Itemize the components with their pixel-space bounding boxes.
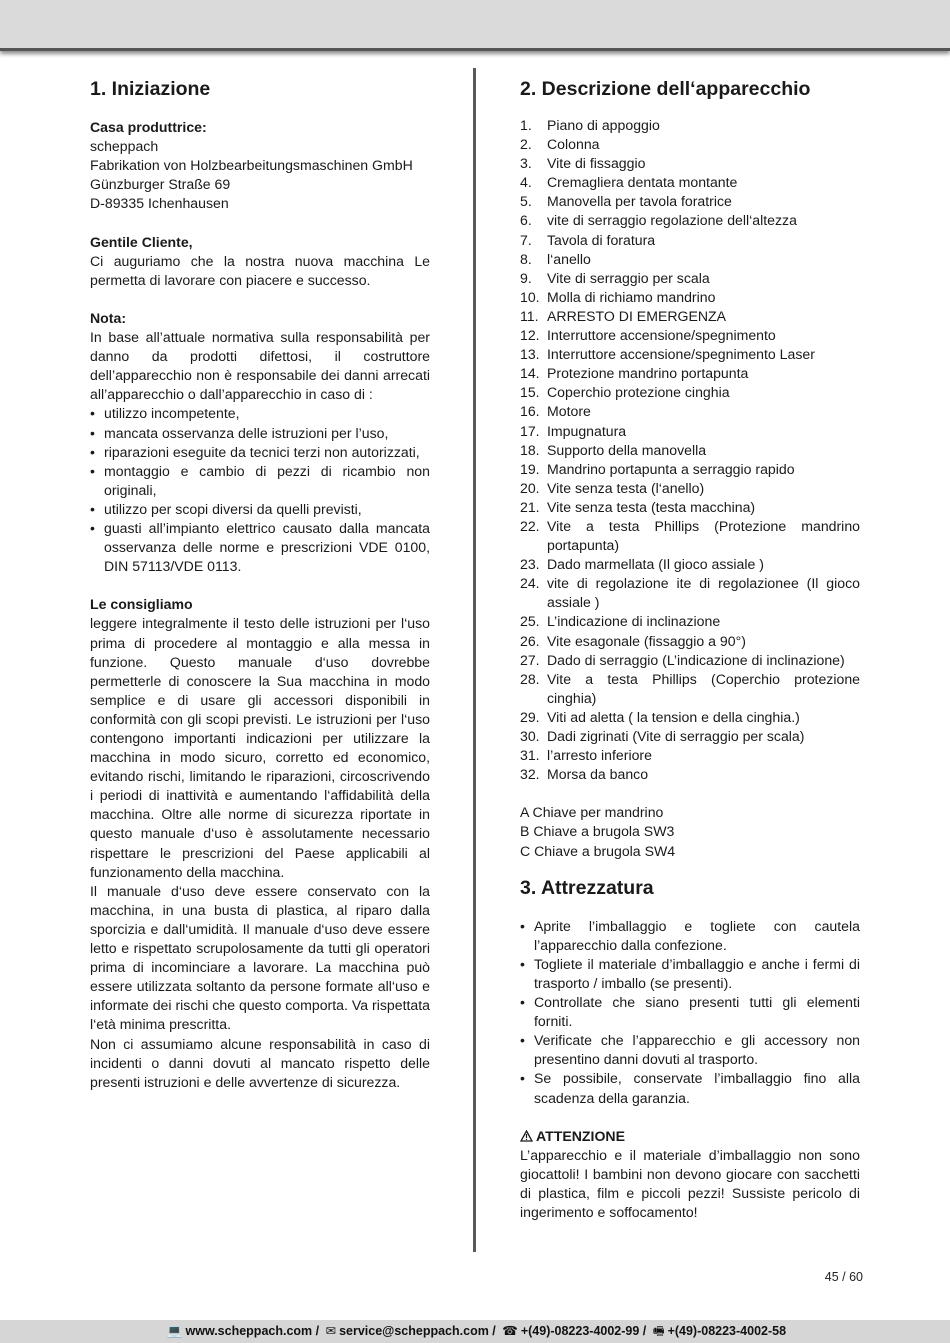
- list-item: [520, 383, 860, 402]
- list-item: • riparazioni eseguite da tecnici terzi non autorizzati,: [90, 443, 430, 462]
- list-item: [520, 555, 860, 574]
- list-item: [520, 154, 860, 173]
- address-line: scheppach: [90, 138, 159, 155]
- part-label: L’indicazione di inclinazione: [547, 613, 721, 630]
- warning-label: ATTENZIONE: [536, 1127, 625, 1144]
- part-label: Manovella per tavola foratrice: [547, 193, 732, 210]
- part-label: Morsa da banco: [547, 766, 649, 783]
- mail-icon: ✉: [325, 1324, 337, 1338]
- list-item: • guasti all’impianto elettrico causato dalla mancata osservanza delle norme e prescrizioni VDE 0100, DIN 57113/VDE 0113.: [90, 519, 430, 576]
- list-item: • Verificate che l’apparecchio e gli accessory non presentino danni dovuti al trasporto.: [520, 1031, 860, 1069]
- part-label: Dadi zigrinati (Vite di serraggio per scala): [547, 728, 805, 744]
- list-item: [520, 460, 860, 479]
- address-line: D-89335 Ichenhausen: [90, 195, 229, 212]
- list-item: [520, 574, 860, 612]
- part-number: 7.: [520, 231, 532, 248]
- part-label: Colonna: [547, 136, 600, 153]
- part-label: Vite esagonale (fissaggio a 90°): [547, 632, 746, 649]
- part-number: 20.: [520, 479, 540, 496]
- part-number: 15.: [520, 384, 540, 401]
- part-label: Vite di fissaggio: [547, 155, 646, 172]
- list-item: [520, 765, 860, 784]
- part-number: 16.: [520, 403, 540, 420]
- list-item: [520, 345, 860, 364]
- part-label: Vite a testa Phillips (Coperchio protezione cinghia): [547, 670, 860, 706]
- part-number: 19.: [520, 460, 540, 477]
- list-item: [520, 116, 860, 135]
- warning-triangle-icon: [520, 1127, 533, 1146]
- list-item: [520, 250, 860, 269]
- part-label: Impugnatura: [547, 422, 627, 439]
- address-line: Fabrikation von Holzbearbeitungsmaschinen GmbH: [90, 157, 413, 174]
- parts-list: [520, 116, 860, 784]
- part-label: Vite di serraggio per scala: [547, 269, 710, 286]
- part-label: ARRESTO DI EMERGENZA: [547, 307, 727, 324]
- list-item: [520, 288, 860, 307]
- list-item: • Togliete il materiale d’imballaggio e anche i fermi di trasporto / imballo (se presenti).: [520, 955, 860, 993]
- list-item: C Chiave a brugola SW4: [520, 842, 676, 859]
- part-label: Piano di appoggio: [547, 117, 660, 133]
- list-item: [520, 364, 860, 383]
- advice-paragraph: leggere integralmente il testo delle istruzioni per l‘uso prima di procedere al montaggio e alla messa in funzione. Questo manuale d‘uso dovrebbe permetterle di conoscere la Sua macchina in modo semplice e di usare gli accessori disponibili in conformità con gli scopi previsti. Le istruzioni per l‘uso contengono importanti indicazioni per utilizzare la macchina in modo sicuro, corretto ed economico, evitando rischi, limitando le riparazioni, circoscrivendo i periodi di inattività e aumentando l‘affidabilità della macchina. Oltre alle norme di sicurezza riportate in questo manuale d‘uso è assolutamente necessario rispettare le prescrizioni del Paese applicabili al funzionamento della macchina.: [90, 615, 430, 880]
- list-item: [520, 307, 860, 326]
- greeting-label: Gentile Cliente,: [90, 233, 193, 250]
- part-number: 31.: [520, 747, 540, 764]
- part-label: Molla di richiamo mandrino: [547, 288, 716, 305]
- list-item: [520, 402, 860, 421]
- list-item: [520, 517, 860, 555]
- greeting-text: Ci auguriamo che la nostra nuova macchina Le permetta di lavorare con piacere e successo.: [90, 252, 430, 288]
- part-number: 11.: [520, 307, 539, 324]
- list-item: • utilizzo incompetente,: [90, 404, 430, 423]
- advice-paragraph: Non ci assumiamo alcune responsabilità in caso di incidenti o danni dovuti al mancato rispetto delle presenti istruzioni e delle avvertenze di sicurezza.: [90, 1035, 430, 1090]
- part-number: 14.: [520, 365, 540, 382]
- list-item: [520, 670, 860, 708]
- accessories-list: [520, 803, 860, 860]
- list-item: • Se possibile, conservate l’imballaggio fino alla scadenza della garanzia.: [520, 1069, 860, 1107]
- part-label: Viti ad aletta ( la tension e della cinghia.): [547, 708, 800, 725]
- list-item: [520, 173, 860, 192]
- list-item: • Aprite l’imballaggio e togliete con cautela l’apparecchio dalla confezione.: [520, 917, 860, 955]
- fax-icon: 🖷: [652, 1324, 665, 1338]
- computer-icon: 💻: [166, 1324, 183, 1338]
- list-item: [520, 612, 860, 631]
- list-item: [520, 479, 860, 498]
- part-number: 28.: [520, 670, 540, 687]
- part-label: Dado di serraggio (L’indicazione di inclinazione): [547, 651, 845, 668]
- address-line: Günzburger Straße 69: [90, 176, 231, 193]
- section-title-attrezzatura: 3. Attrezzatura: [520, 876, 654, 899]
- manufacturer-address: [90, 137, 430, 213]
- equipment-bullet-list: [520, 917, 860, 1108]
- phone-icon: ☎: [502, 1324, 518, 1338]
- warning-text: L’apparecchio e il materiale d’imballaggio non sono giocattoli! I bambini non devono giocare con sacchetti di plastica, film e piccoli pezzi! Sussiste pericolo di ingerimento e soffocamento!: [520, 1146, 860, 1221]
- part-number: 18.: [520, 441, 540, 458]
- advice-label: Le consigliamo: [90, 596, 193, 613]
- column-divider: [473, 68, 476, 1252]
- footer-fax: +(49)-08223-4002-58: [667, 1324, 787, 1338]
- part-label: Motore: [547, 403, 591, 420]
- part-label: Dado marmellata (Il gioco assiale ): [547, 556, 764, 573]
- part-number: 17.: [520, 422, 540, 439]
- list-item: A Chiave per mandrino: [520, 804, 664, 821]
- list-item: [520, 326, 860, 345]
- part-label: Interruttore accensione/spegnimento Laser: [547, 346, 815, 363]
- page-number: 45 / 60: [824, 1270, 863, 1284]
- part-number: 3.: [520, 155, 532, 172]
- footer-phone: +(49)-08223-4002-99: [520, 1324, 640, 1338]
- list-item: [520, 708, 860, 727]
- part-label: Vite senza testa (l‘anello): [547, 479, 705, 496]
- list-item: • Controllate che siano presenti tutti gli elementi forniti.: [520, 993, 860, 1031]
- list-item: [520, 441, 860, 460]
- part-number: 24.: [520, 575, 540, 592]
- part-label: Protezione mandrino portapunta: [547, 365, 749, 382]
- part-label: vite di regolazione ite di regolazionee (Il gioco assiale ): [547, 575, 860, 611]
- part-number: 13.: [520, 346, 540, 363]
- list-item: [520, 498, 860, 517]
- section-title-descrizione: 2. Descrizione dell‘apparecchio: [520, 78, 811, 100]
- footer-website[interactable]: www.scheppach.com: [185, 1324, 313, 1338]
- part-number: 4.: [520, 174, 532, 191]
- footer-email[interactable]: service@scheppach.com: [339, 1324, 489, 1338]
- list-item: [520, 632, 860, 651]
- part-number: 30.: [520, 728, 540, 744]
- part-number: 23.: [520, 556, 540, 573]
- part-label: Mandrino portapunta a serraggio rapido: [547, 460, 795, 477]
- note-label: Nota:: [90, 309, 127, 326]
- advice-paragraph: Il manuale d‘uso deve essere conservato con la macchina, in una busta di plastica, al riparo dalla sporcizia e dall‘umidità. Il manuale d‘uso deve essere letto e rispettato scrupolosamente da tutti gli operatori prima di incominciare a lavorare. La macchina può essere utilizzata soltanto da persone formate all‘uso e informate dei rischi che questo comporta. Va rispettata l‘età minima prescritta.: [90, 882, 430, 1033]
- list-item: [520, 192, 860, 211]
- part-number: 27.: [520, 651, 540, 668]
- contact-footer: 💻 www.scheppach.com / ✉ service@scheppach.com / ☎ +(49)-08223-4002-99 / 🖷 +(49)-08223-4002-58: [0, 1320, 950, 1343]
- part-label: Cremagliera dentata montante: [547, 174, 738, 191]
- part-label: l’arresto inferiore: [547, 747, 652, 764]
- part-number: 32.: [520, 766, 540, 783]
- part-label: Coperchio protezione cinghia: [547, 384, 730, 401]
- list-item: [520, 135, 860, 154]
- list-item: • montaggio e cambio di pezzi di ricambio non originali,: [90, 462, 430, 500]
- note-bullet-list: [90, 404, 430, 576]
- part-number: 21.: [520, 498, 540, 515]
- part-number: 6.: [520, 212, 532, 229]
- list-item: • utilizzo per scopi diversi da quelli previsti,: [90, 500, 430, 519]
- part-label: Tavola di foratura: [547, 231, 656, 248]
- part-label: Vite a testa Phillips (Protezione mandrino portapunta): [547, 517, 860, 554]
- section-title-iniziazione: 1. Iniziazione: [90, 78, 211, 100]
- list-item: [520, 651, 860, 670]
- list-item: [520, 211, 860, 230]
- part-number: 25.: [520, 613, 540, 630]
- list-item: • mancata osservanza delle istruzioni per l’uso,: [90, 424, 430, 443]
- part-number: 10.: [520, 288, 540, 305]
- part-label: Supporto della manovella: [547, 441, 707, 458]
- part-number: 8.: [520, 250, 532, 267]
- part-label: vite di serraggio regolazione dell‘altezza: [547, 212, 797, 229]
- right-column: [520, 77, 860, 1222]
- list-item: [520, 231, 860, 250]
- part-label: l‘anello: [547, 250, 591, 267]
- part-number: 1.: [520, 117, 532, 133]
- part-number: 29.: [520, 708, 540, 725]
- part-number: 5.: [520, 193, 532, 210]
- list-item: [520, 269, 860, 288]
- top-header-bar: [0, 0, 950, 51]
- part-number: 2.: [520, 136, 532, 153]
- list-item: B Chiave a brugola SW3: [520, 823, 675, 840]
- part-label: Vite senza testa (testa macchina): [547, 498, 756, 515]
- left-column: [90, 77, 430, 1092]
- warning-heading: [520, 1127, 860, 1146]
- list-item: [520, 727, 860, 746]
- part-number: 22.: [520, 517, 540, 534]
- manufacturer-label: Casa produttrice:: [90, 119, 207, 135]
- part-number: 12.: [520, 327, 540, 344]
- list-item: [520, 422, 860, 441]
- note-text: In base all’attuale normativa sulla responsabilità per danno da prodotti difettosi, il costruttore dell’apparecchio non è responsabile dei danni arrecati all’apparecchio o dall’apparecchio in caso di :: [90, 329, 430, 403]
- part-label: Interruttore accensione/spegnimento: [547, 327, 776, 344]
- part-number: 26.: [520, 632, 540, 649]
- list-item: [520, 746, 860, 765]
- part-number: 9.: [520, 269, 532, 286]
